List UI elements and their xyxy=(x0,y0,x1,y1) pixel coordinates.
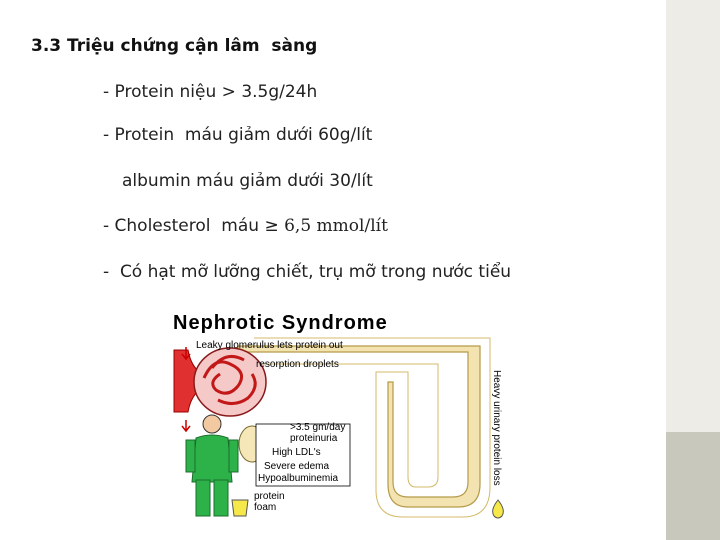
label-protein-foam: protein foam xyxy=(254,491,285,513)
label-high-ldl: High LDL's xyxy=(272,447,321,458)
cholesterol-label: - Cholesterol máu ≥ xyxy=(103,216,285,236)
label-proteinuria: >3.5 gm/day proteinuria xyxy=(290,422,346,444)
label-resorption: resorption droplets xyxy=(256,359,339,370)
urine-cup-icon xyxy=(232,500,248,516)
label-heavy-protein-loss: Heavy urinary protein loss xyxy=(491,370,502,486)
person-body xyxy=(192,435,232,482)
sidebar-accent xyxy=(666,432,720,540)
bullet-serum-protein: - Protein máu giảm dưới 60g/lít xyxy=(103,125,373,145)
label-leaky-glomerulus: Leaky glomerulus lets protein out xyxy=(196,340,343,351)
figure-title: Nephrotic Syndrome xyxy=(173,312,388,334)
slide-title: 3.3 Triệu chứng cận lâm sàng xyxy=(31,36,318,56)
bullet-proteinuria: - Protein niệu > 3.5g/24h xyxy=(103,82,318,102)
nephrotic-syndrome-figure xyxy=(168,312,506,522)
bullet-albumin: albumin máu giảm dưới 30/lít xyxy=(122,171,373,191)
droplet-icon xyxy=(493,500,504,518)
arrow-down-icon xyxy=(182,420,190,431)
person-arm-right xyxy=(229,440,238,472)
cholesterol-value: 6,5 mmol/lít xyxy=(284,216,388,236)
label-heavy-protein-loss-wrap xyxy=(490,370,504,490)
person-arm-left xyxy=(186,440,195,472)
person-head xyxy=(203,415,221,433)
label-hypoalbuminemia: Hypoalbuminemia xyxy=(258,473,339,484)
bullet-lipid-casts: - Có hạt mỡ lưỡng chiết, trụ mỡ trong nước tiểu xyxy=(103,262,512,282)
bullet-cholesterol xyxy=(103,216,388,236)
person-leg-left xyxy=(196,480,210,516)
person-leg-right xyxy=(214,480,228,516)
label-severe-edema: Severe edema xyxy=(264,461,330,472)
